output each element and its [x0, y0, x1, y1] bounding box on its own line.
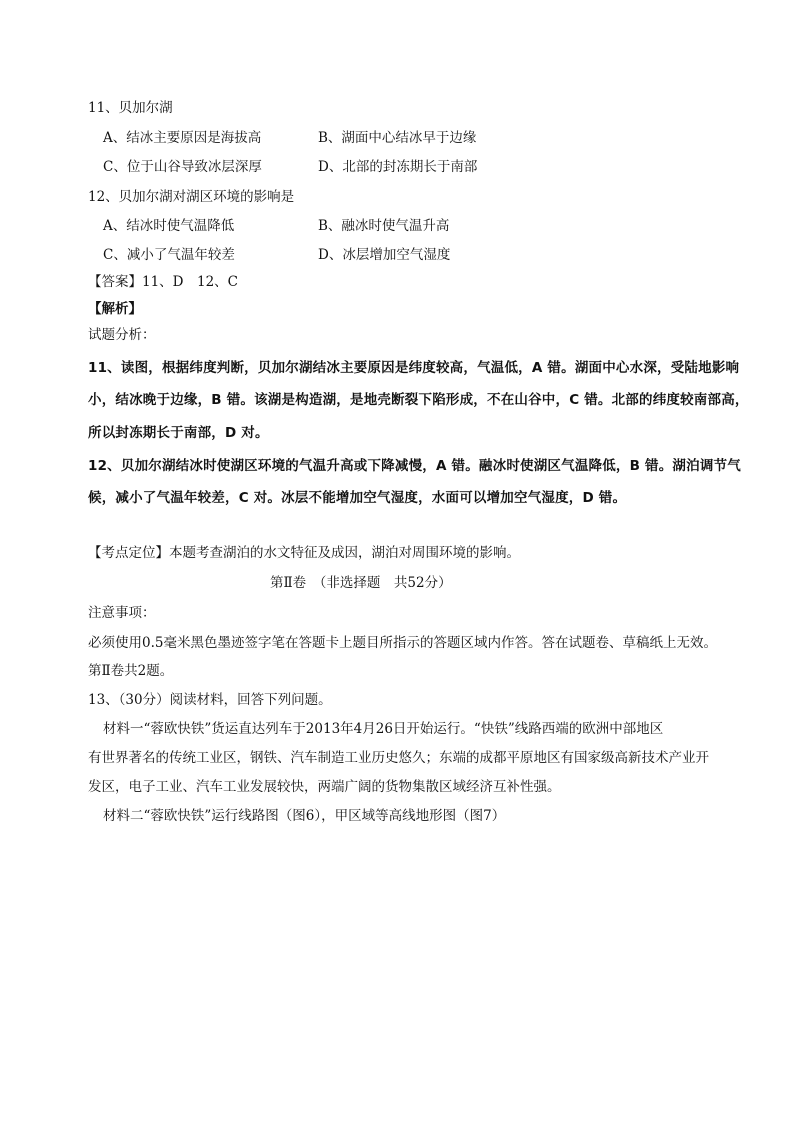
q11-option-b: B、湖面中心结冰早于边缘 — [318, 130, 477, 146]
q12-option-b: B、融冰时使气温升高 — [318, 218, 450, 234]
material2-line: 材料二“蓉欧快铁”运行线路图（图6），甲区域等高线地形图（图7） — [103, 808, 506, 824]
material1-line: 发区，电子工业、汽车工业发展较快，两端广阔的货物集散区域经济互补性强。 — [88, 779, 561, 795]
material1-line: 材料一“蓉欧快铁”货运直达列车于2013年4月26日开始运行。“快铁”线路西端的欧洲中部地区 — [103, 721, 664, 737]
q11-option-d: D、北部的封冻期长于南部 — [318, 159, 478, 175]
q12-option-c: C、减小了气温年较差 — [103, 247, 235, 263]
notice-label: 注意事项： — [88, 605, 156, 621]
analysis-12-line: 12、贝加尔湖结冰时使湖区环境的气温升高或下降减慢，A 错。融冰时使湖区气温降低，B 错。湖泊调节气 — [88, 458, 741, 474]
analysis-11-line: 11、读图，根据纬度判断，贝加尔湖结冰主要原因是纬度较高，气温低，A 错。湖面中心水深，受陆地影响 — [88, 360, 740, 376]
q13-stem: 13、（30分）阅读材料，回答下列问题。 — [88, 692, 332, 708]
notice-line: 必须使用0.5毫米黑色墨迹签字笔在答题卡上题目所指示的答题区域内作答。答在试题卷、草稿纸上无效。 — [88, 635, 717, 651]
q11-option-a: A、结冰主要原因是海拔高 — [103, 130, 262, 146]
kaodian-line: 【考点定位】本题考查湖泊的水文特征及成因，湖泊对周围环境的影响。 — [88, 545, 520, 561]
notice-line: 第Ⅱ卷共2题。 — [88, 663, 174, 679]
q11-stem: 11、贝加尔湖 — [88, 100, 173, 116]
q12-option-a: A、结冰时使气温降低 — [103, 218, 235, 234]
answer-line: 【答案】11、D 12、C — [88, 274, 239, 290]
section-title: 第Ⅱ卷 （非选择题 共52分） — [270, 575, 452, 591]
q12-option-d: D、冰层增加空气湿度 — [318, 247, 451, 263]
material1-line: 有世界著名的传统工业区，钢铁、汽车制造工业历史悠久；东端的成都平原地区有国家级高新技术产业开 — [88, 750, 709, 766]
analysis-label: 【解析】 — [88, 301, 142, 317]
analysis-11-line: 小，结冰晚于边缘，B 错。该湖是构造湖，是地壳断裂下陷形成，不在山谷中，C 错。北部的纬度较南部高， — [88, 392, 749, 408]
analysis-12-line: 候，减小了气温年较差，C 对。冰层不能增加空气湿度，水面可以增加空气湿度，D 错。 — [88, 490, 627, 506]
analysis-11-line: 所以封冻期长于南部，D 对。 — [88, 425, 269, 441]
q11-option-c: C、位于山谷导致冰层深厚 — [103, 159, 262, 175]
analysis-subtitle: 试题分析： — [88, 327, 156, 343]
q12-stem: 12、贝加尔湖对湖区环境的影响是 — [88, 189, 295, 205]
